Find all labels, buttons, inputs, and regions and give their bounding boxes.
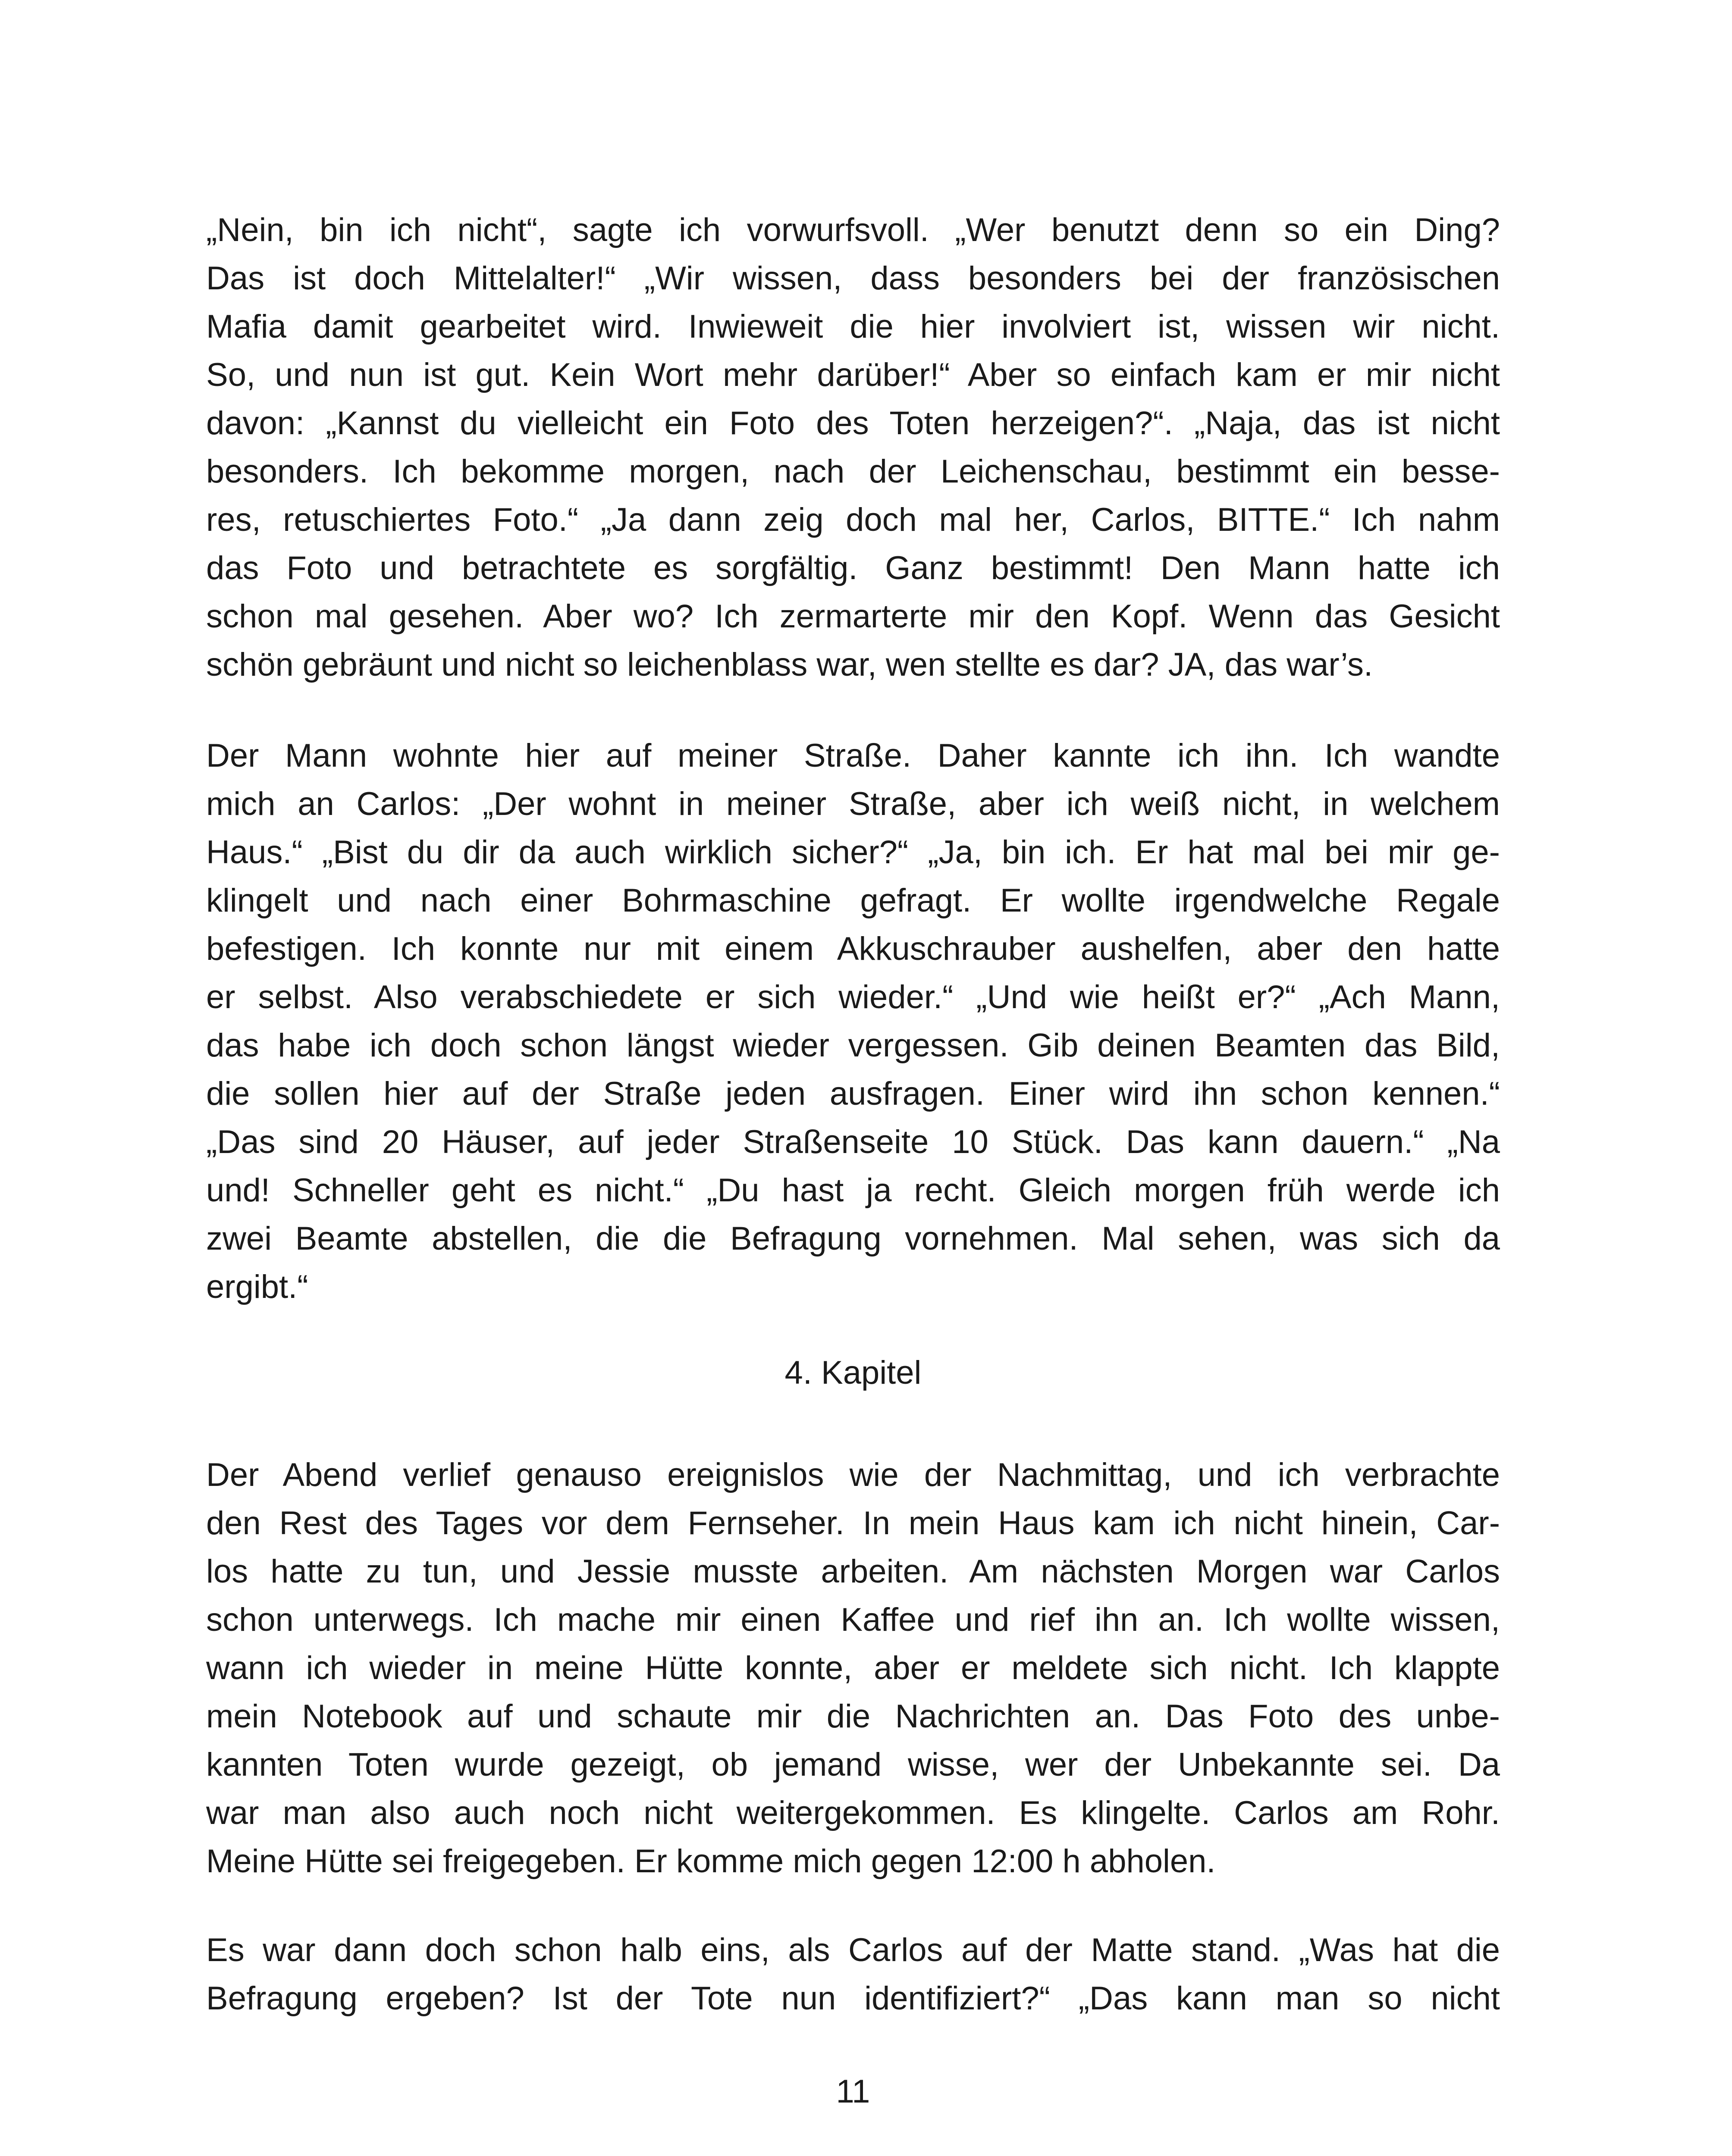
text-line: kannten Toten wurde gezeigt, ob jemand wisse, wer der Unbekannte sei. Da xyxy=(206,1746,1500,1783)
paragraph-4 xyxy=(206,1926,1500,2023)
text-line: schon mal gesehen. Aber wo? Ich zermarterte mir den Kopf. Wenn das Gesicht xyxy=(206,598,1500,635)
text-line: schön gebräunt und nicht so leichenblass war, wen stellte es dar? JA, das war’s. xyxy=(206,646,1373,683)
paragraph-1 xyxy=(206,206,1500,689)
text-line: und! Schneller geht es nicht.“ „Du hast ja recht. Gleich morgen früh werde ich xyxy=(206,1172,1500,1209)
text-line: das Foto und betrachtete es sorgfältig. Ganz bestimmt! Den Mann hatte ich xyxy=(206,550,1500,586)
chapter-heading: 4. Kapitel xyxy=(784,1354,922,1391)
text-line: schon unterwegs. Ich mache mir einen Kaffee und rief ihn an. Ich wollte wissen, xyxy=(206,1601,1500,1638)
text-line: den Rest des Tages vor dem Fernseher. In mein Haus kam ich nicht hinein, Car- xyxy=(206,1505,1500,1542)
text-line: wann ich wieder in meine Hütte konnte, aber er meldete sich nicht. Ich klappte xyxy=(206,1650,1500,1686)
text-line: besonders. Ich bekomme morgen, nach der Leichenschau, bestimmt ein besse- xyxy=(206,453,1500,490)
text-line: Mafia damit gearbeitet wird. Inwieweit die hier involviert ist, wissen wir nicht. xyxy=(206,308,1500,345)
text-line: das habe ich doch schon längst wieder vergessen. Gib deinen Beamten das Bild, xyxy=(206,1027,1500,1064)
text-line: mich an Carlos: „Der wohnt in meiner Straße, aber ich weiß nicht, in welchem xyxy=(206,786,1500,822)
page-number: 11 xyxy=(836,2073,870,2110)
text-line: die sollen hier auf der Straße jeden ausfragen. Einer wird ihn schon kennen.“ xyxy=(206,1075,1500,1112)
text-line: Haus.“ „Bist du dir da auch wirklich sicher?“ „Ja, bin ich. Er hat mal bei mir ge- xyxy=(206,834,1500,871)
text-line: Der Abend verlief genauso ereignislos wie der Nachmittag, und ich verbrachte xyxy=(206,1457,1500,1493)
text-line: zwei Beamte abstellen, die die Befragung vornehmen. Mal sehen, was sich da xyxy=(206,1220,1500,1257)
text-line: davon: „Kannst du vielleicht ein Foto des Toten herzeigen?“. „Naja, das ist nicht xyxy=(206,405,1500,442)
text-line: „Das sind 20 Häuser, auf jeder Straßenseite 10 Stück. Das kann dauern.“ „Na xyxy=(206,1124,1500,1160)
text-line: war man also auch noch nicht weitergekommen. Es klingelte. Carlos am Rohr. xyxy=(206,1795,1500,1831)
text-line: befestigen. Ich konnte nur mit einem Akkuschrauber aushelfen, aber den hatte xyxy=(206,931,1500,967)
text-line: res, retuschiertes Foto.“ „Ja dann zeig doch mal her, Carlos, BITTE.“ Ich nahm xyxy=(206,501,1500,538)
text-line: Das ist doch Mittelalter!“ „Wir wissen, dass besonders bei der französischen xyxy=(206,260,1500,297)
text-line: „Nein, bin ich nicht“, sagte ich vorwurfsvoll. „Wer benutzt denn so ein Ding? xyxy=(206,212,1500,248)
text-line: mein Notebook auf und schaute mir die Nachrichten an. Das Foto des unbe- xyxy=(206,1698,1500,1735)
text-line: Der Mann wohnte hier auf meiner Straße. Daher kannte ich ihn. Ich wandte xyxy=(206,737,1500,774)
paragraph-2 xyxy=(206,732,1500,1311)
text-line: klingelt und nach einer Bohrmaschine gefragt. Er wollte irgendwelche Regale xyxy=(206,882,1500,919)
text-line: los hatte zu tun, und Jessie musste arbeiten. Am nächsten Morgen war Carlos xyxy=(206,1553,1500,1590)
paragraph-3 xyxy=(206,1451,1500,1886)
text-line: Es war dann doch schon halb eins, als Carlos auf der Matte stand. „Was hat die xyxy=(206,1932,1500,1968)
text-line: So, und nun ist gut. Kein Wort mehr darüber!“ Aber so einfach kam er mir nicht xyxy=(206,357,1500,393)
text-line: Meine Hütte sei freigegeben. Er komme mich gegen 12:00 h abholen. xyxy=(206,1843,1216,1880)
text-line: ergibt.“ xyxy=(206,1269,308,1305)
text-line: er selbst. Also verabschiedete er sich wieder.“ „Und wie heißt er?“ „Ach Mann, xyxy=(206,979,1500,1015)
text-line: Befragung ergeben? Ist der Tote nun identifiziert?“ „Das kann man so nicht xyxy=(206,1980,1500,2017)
